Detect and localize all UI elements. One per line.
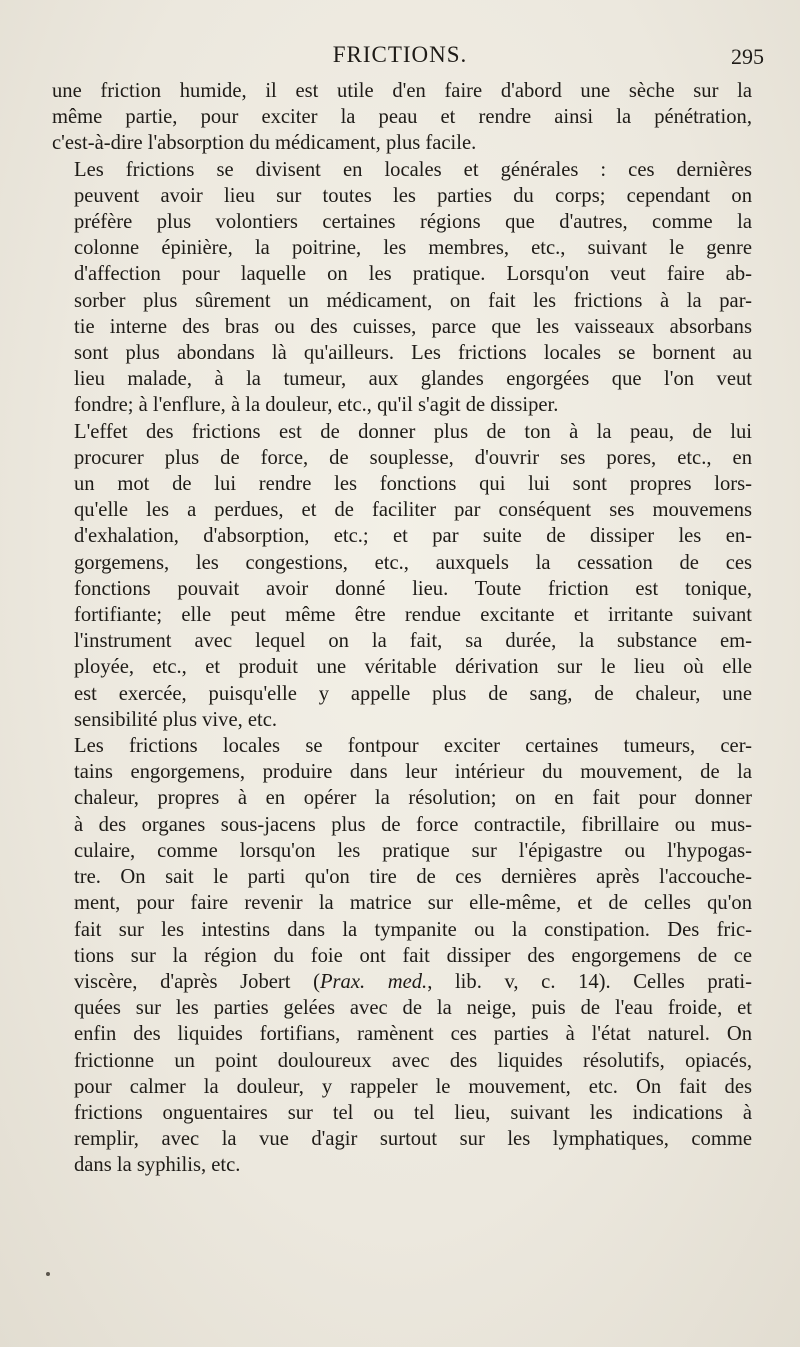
paragraph — [52, 157, 752, 419]
text-line: fortifiante; elle peut même être rendue excitante et irritante suivant — [74, 604, 752, 627]
text-line: tions sur la région du foie ont fait dissiper des engorgemens de ce — [74, 944, 752, 967]
text-line: fondre; à l'enflure, à la douleur, etc., qu'il s'agit de dissiper. — [74, 394, 559, 417]
text-line: à des organes sous-jacens plus de force contractile, fibrillaire ou mus- — [74, 813, 752, 836]
text-line: remplir, avec la vue d'agir surtout sur les lymphatiques, comme — [74, 1128, 752, 1151]
text-line: culaire, comme lorsqu'on les pratique sur l'épigastre ou l'hypogas- — [74, 839, 752, 862]
text-line: enfin des liquides fortifians, ramènent ces parties à l'état naturel. On — [74, 1023, 752, 1046]
text-line: chaleur, propres à en opérer la résolution; on en fait pour donner — [74, 787, 752, 810]
text-line: ployée, etc., et produit une véritable dérivation sur le lieu où elle — [74, 656, 752, 679]
text-line: d'affection pour laquelle on les pratique. Lorsqu'on veut faire ab- — [74, 263, 752, 286]
text-line: même partie, pour exciter la peau et rendre ainsi la pénétration, — [52, 106, 752, 129]
text-line: lieu malade, à la tumeur, aux glandes engorgées que l'on veut — [74, 368, 752, 391]
text-line: viscère, d'après Jobert (Prax. med., lib. v, c. 14). Celles prati- — [74, 970, 752, 993]
text-line: procurer plus de force, de souplesse, d'ouvrir ses pores, etc., en — [74, 446, 752, 469]
text-line: peuvent avoir lieu sur toutes les parties du corps; cependant on — [74, 184, 752, 207]
text-line: tains engorgemens, produire dans leur intérieur du mouvement, de la — [74, 761, 752, 784]
text-line: tie interne des bras ou des cuisses, parce que les vaisseaux absorbans — [74, 315, 752, 338]
page-number: 295 — [731, 44, 764, 69]
text-line: tre. On sait le parti qu'on tire de ces dernières après l'accouche- — [74, 866, 752, 889]
text-line: d'exhalation, d'absorption, etc.; et par suite de dissiper les en- — [74, 525, 752, 548]
text-line: est exercée, puisqu'elle y appelle plus de sang, de chaleur, une — [74, 682, 752, 705]
text-line: frictions onguentaires sur tel ou tel lieu, suivant les indications à — [74, 1101, 752, 1124]
text-line: Les frictions locales se fontpour exciter certaines tumeurs, cer- — [74, 735, 752, 758]
text-line: ment, pour faire revenir la matrice sur elle-même, et de celles qu'on — [74, 892, 752, 915]
text-line: Les frictions se divisent en locales et générales : ces dernières — [74, 158, 752, 181]
text-line: gorgemens, les congestions, etc., auxquels la cessation de ces — [74, 551, 752, 574]
text-line: l'instrument avec lequel on la fait, sa durée, la substance em- — [74, 630, 752, 653]
text-line: un mot de lui rendre les fonctions qui lui sont propres lors- — [74, 473, 752, 496]
text-line: c'est-à-dire l'absorption du médicament, plus facile. — [52, 132, 477, 155]
text-line: préfère plus volontiers certaines régions que d'autres, comme la — [74, 211, 752, 234]
text-line: frictionne un point douloureux avec des liquides résolutifs, opiacés, — [74, 1049, 752, 1072]
text-line: pour calmer la douleur, y rappeler le mouvement, etc. On fait des — [74, 1075, 752, 1098]
text-line: fonctions pouvait avoir donné lieu. Toute friction est tonique, — [74, 577, 752, 600]
paragraph — [52, 419, 752, 733]
text-line: sensibilité plus vive, etc. — [74, 708, 278, 731]
paragraph — [52, 733, 752, 1178]
page-header — [0, 38, 800, 78]
paragraph — [52, 78, 752, 157]
text-line: quées sur les parties gelées avec de la neige, puis de l'eau froide, et — [74, 997, 752, 1020]
text-line: sorber plus sûrement un médicament, on fait les frictions à la par- — [74, 289, 752, 312]
text-line: L'effet des frictions est de donner plus de ton à la peau, de lui — [74, 420, 752, 443]
text-line: colonne épinière, la poitrine, les membres, etc., suivant le genre — [74, 237, 752, 260]
body-text — [52, 78, 752, 1179]
text-line: qu'elle les a perdues, et de faciliter par conséquent ses mouvemens — [74, 499, 752, 522]
citation-title: Prax. med. — [319, 970, 428, 993]
running-head: FRICTIONS. — [332, 42, 468, 67]
text-line: dans la syphilis, etc. — [74, 1154, 241, 1177]
paper-speck — [46, 1272, 50, 1276]
text-line: fait sur les intestins dans la tympanite ou la constipation. Des fric- — [74, 918, 752, 941]
text-line: une friction humide, il est utile d'en faire d'abord une sèche sur la — [52, 80, 752, 102]
text-line: sont plus abondans là qu'ailleurs. Les frictions locales se bornent au — [74, 342, 752, 365]
